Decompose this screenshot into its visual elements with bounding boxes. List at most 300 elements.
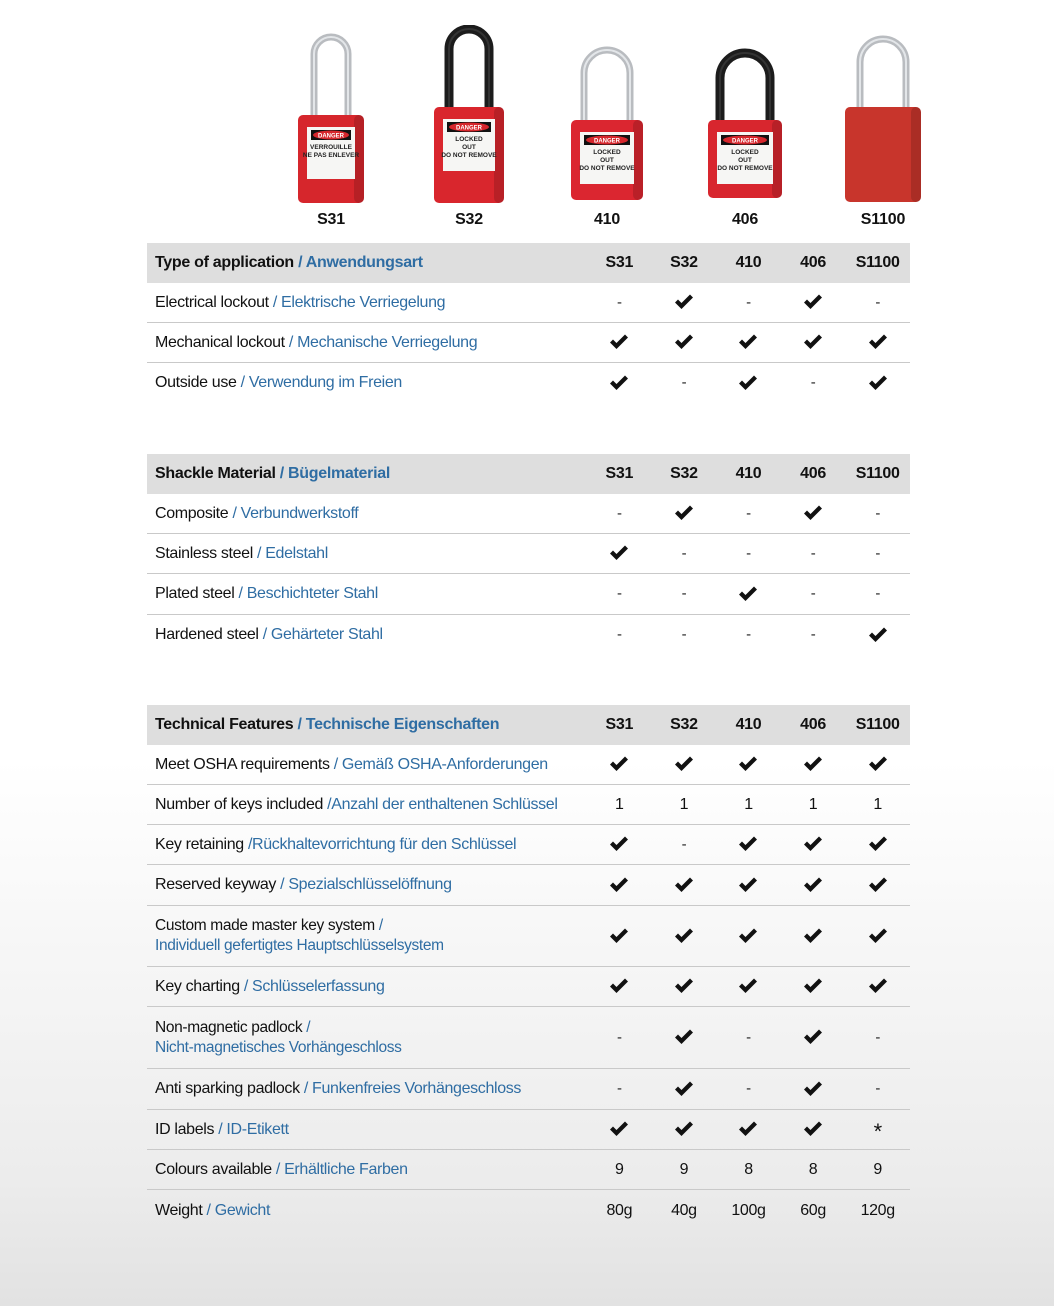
dash-value: - xyxy=(875,504,880,522)
checkmark-icon xyxy=(673,293,695,311)
table-header xyxy=(147,454,910,494)
value-cell xyxy=(781,755,846,773)
value-cell xyxy=(781,876,846,894)
value-cell xyxy=(716,796,781,814)
padlock-label-text: OUT xyxy=(600,157,614,164)
table-row xyxy=(147,1110,910,1150)
row-label xyxy=(147,1018,587,1058)
checkmark-icon xyxy=(737,755,759,773)
row-label-de: / Spezialschlüsselöffnung xyxy=(280,876,452,893)
value-cell xyxy=(652,876,717,894)
value-cell xyxy=(845,1029,910,1047)
checkmark-icon xyxy=(737,835,759,853)
row-label-de: Nicht-magnetisches Vorhängeschloss xyxy=(155,1038,402,1056)
row-label-en: Reserved keyway xyxy=(155,876,277,893)
row-label-de: / Verbundwerkstoff xyxy=(232,504,359,522)
dash-value: - xyxy=(681,544,687,562)
value-cell xyxy=(587,1161,652,1179)
value-cell xyxy=(781,977,846,995)
column-header: S32 xyxy=(670,465,698,482)
value-cell xyxy=(845,927,910,945)
padlock-label-text: OUT xyxy=(462,144,476,151)
row-label-en: Non-magnetic padlock xyxy=(155,1018,303,1036)
dash-value: - xyxy=(616,504,622,522)
checkmark-icon xyxy=(867,876,889,894)
value-cell xyxy=(587,876,652,894)
padlock-label-text: DANGER xyxy=(455,125,483,132)
value-cell xyxy=(845,977,910,995)
column-header: S32 xyxy=(670,716,698,733)
value-cell xyxy=(781,1202,846,1220)
product-name: S32 xyxy=(455,211,483,228)
text-value: 9 xyxy=(679,1160,689,1178)
row-label-en: Meet OSHA requirements xyxy=(155,755,330,773)
table-title xyxy=(147,716,587,734)
checkmark-icon xyxy=(673,977,695,995)
table-row xyxy=(147,906,910,967)
table-title-en: Type of application xyxy=(155,254,294,271)
table-title-en: Technical Features xyxy=(155,716,294,733)
value-cell xyxy=(845,626,910,644)
checkmark-icon xyxy=(673,1120,695,1138)
row-label-de: / Gemäß OSHA-Anforderungen xyxy=(333,755,548,773)
table-row xyxy=(147,1150,910,1190)
value-cell xyxy=(652,504,717,522)
checkmark-icon xyxy=(867,626,889,644)
dash-value: - xyxy=(681,585,687,602)
column-header: S31 xyxy=(605,465,634,482)
row-label-de: / Edelstahl xyxy=(257,544,328,562)
value-cell xyxy=(652,836,717,854)
row-label-en: Key charting xyxy=(155,977,240,995)
row-label-de: / Schlüsselerfassung xyxy=(243,977,385,995)
table-row xyxy=(147,283,910,323)
value-cell xyxy=(652,927,717,945)
dash-value: - xyxy=(875,293,880,311)
column-header: 406 xyxy=(800,716,826,733)
dash-value: - xyxy=(875,544,880,562)
row-label xyxy=(147,333,587,353)
text-value: 9 xyxy=(615,1160,624,1178)
value-cell xyxy=(716,626,781,644)
column-header: 406 xyxy=(800,465,826,482)
checkmark-icon xyxy=(802,333,824,351)
checkmark-icon xyxy=(867,374,889,392)
value-cell xyxy=(652,1202,717,1220)
dash-value: - xyxy=(616,585,622,602)
value-cell xyxy=(652,977,717,995)
row-label-de: / Erhältliche Farben xyxy=(275,1160,408,1178)
value-cell xyxy=(652,293,717,311)
table-title-de: / Bügelmaterial xyxy=(279,465,390,482)
padlock-label-text: DANGER xyxy=(317,133,345,140)
value-cell xyxy=(845,545,910,563)
row-label-en: Custom made master key system xyxy=(155,917,375,934)
padlock-label-text: LOCKED xyxy=(593,149,621,156)
value-cell xyxy=(845,835,910,853)
row-label-en: Key retaining xyxy=(155,835,244,853)
checkmark-icon xyxy=(737,876,759,894)
value-cell xyxy=(652,585,717,603)
checkmark-icon xyxy=(737,977,759,995)
value-cell xyxy=(781,835,846,853)
dash-value: - xyxy=(746,544,751,562)
value-cell xyxy=(781,333,846,351)
value-cell xyxy=(845,1080,910,1098)
column-header: 410 xyxy=(735,254,762,271)
checkmark-icon xyxy=(608,927,630,945)
column-header: S1100 xyxy=(855,254,900,271)
row-label-de: / Beschichteter Stahl xyxy=(238,585,378,602)
value-cell xyxy=(716,545,781,563)
text-value: 60g xyxy=(800,1201,826,1219)
column-header: 410 xyxy=(735,465,762,482)
dash-value: - xyxy=(681,626,687,643)
checkmark-icon xyxy=(737,333,759,351)
padlock-label-text: LOCKED xyxy=(455,136,483,143)
checkmark-icon xyxy=(737,1120,759,1138)
row-label-de: / Verwendung im Freien xyxy=(240,374,402,391)
checkmark-icon xyxy=(802,504,824,522)
padlock-label-text: VERROUILLE xyxy=(310,144,352,151)
row-label xyxy=(147,1160,587,1180)
dash-value: - xyxy=(681,374,687,391)
column-header: S32 xyxy=(670,254,698,271)
value-cell xyxy=(716,333,781,351)
checkmark-icon xyxy=(673,755,695,773)
value-cell xyxy=(652,1080,717,1098)
checkmark-icon xyxy=(737,585,759,603)
padlock-image-s32 xyxy=(409,25,529,205)
dash-value: - xyxy=(681,835,687,853)
text-value: 1 xyxy=(873,795,882,813)
checkmark-icon xyxy=(608,374,630,392)
value-cell xyxy=(781,1080,846,1098)
value-cell xyxy=(652,796,717,814)
table-row xyxy=(147,825,910,865)
product-410 xyxy=(547,25,667,240)
row-label-de: /Anzahl der enthaltenen Schlüssel xyxy=(327,795,558,813)
value-cell xyxy=(652,1161,717,1179)
padlock-label-text: DANGER xyxy=(731,138,759,145)
checkmark-icon xyxy=(673,504,695,522)
value-cell xyxy=(716,876,781,894)
checkmark-icon xyxy=(608,1120,630,1138)
value-cell xyxy=(652,1028,717,1046)
table-row xyxy=(147,615,910,655)
value-cell xyxy=(716,977,781,995)
value-cell xyxy=(652,545,717,563)
dash-value: - xyxy=(810,544,816,562)
checkmark-icon xyxy=(802,1080,824,1098)
checkmark-icon xyxy=(608,977,630,995)
row-label-en: Mechanical lockout xyxy=(155,333,285,351)
comparison-table-1 xyxy=(147,243,910,403)
value-cell xyxy=(587,1120,652,1138)
table-row xyxy=(147,363,910,403)
value-cell xyxy=(781,1028,846,1046)
value-cell xyxy=(845,755,910,773)
table-title-de: / Technische Eigenschaften xyxy=(297,716,500,733)
value-cell xyxy=(781,585,846,603)
checkmark-icon xyxy=(802,876,824,894)
checkmark-icon xyxy=(802,293,824,311)
text-value: 120g xyxy=(860,1201,895,1219)
padlock-icon xyxy=(409,25,529,205)
text-value: 100g xyxy=(731,1201,766,1219)
value-cell xyxy=(587,1202,652,1220)
table-row xyxy=(147,785,910,825)
row-label-separator: / xyxy=(306,1018,311,1036)
checkmark-icon xyxy=(673,333,695,351)
padlock-label-text: OUT xyxy=(738,157,752,164)
text-value: 1 xyxy=(615,795,624,813)
dash-value: - xyxy=(875,1080,880,1097)
table-row xyxy=(147,745,910,785)
value-cell xyxy=(781,545,846,563)
value-cell xyxy=(716,374,781,392)
column-header: 406 xyxy=(800,254,826,271)
column-header: S31 xyxy=(605,716,634,733)
product-name: S1100 xyxy=(860,211,906,228)
value-cell xyxy=(716,835,781,853)
table-row xyxy=(147,967,910,1007)
row-label xyxy=(147,544,587,564)
value-cell xyxy=(587,294,652,312)
value-cell xyxy=(716,1029,781,1047)
product-name: 406 xyxy=(731,211,759,228)
dash-value: - xyxy=(616,1080,622,1097)
table-header xyxy=(147,243,910,283)
checkmark-icon xyxy=(737,374,759,392)
checkmark-icon xyxy=(867,835,889,853)
value-cell xyxy=(716,585,781,603)
checkmark-icon xyxy=(608,755,630,773)
checkmark-icon xyxy=(673,1028,695,1046)
row-label xyxy=(147,835,587,855)
value-cell xyxy=(587,544,652,562)
value-cell xyxy=(845,333,910,351)
table-row xyxy=(147,1007,910,1069)
value-cell xyxy=(781,626,846,644)
value-cell xyxy=(716,1161,781,1179)
padlock-label-text: LOCKED xyxy=(731,149,759,156)
dash-value: - xyxy=(810,626,816,643)
row-label xyxy=(147,504,587,524)
dash-value: - xyxy=(875,585,880,602)
row-label-en: Colours available xyxy=(155,1160,272,1178)
value-cell xyxy=(587,333,652,351)
column-header: 410 xyxy=(735,716,762,733)
value-cell xyxy=(845,1202,910,1220)
text-value: 9 xyxy=(873,1160,882,1178)
comparison-table-3 xyxy=(147,705,910,1231)
checkmark-icon xyxy=(673,1080,695,1098)
row-label-de: /Rückhaltevorrichtung für den Schlüssel xyxy=(247,835,517,853)
dash-value: - xyxy=(616,293,622,311)
dash-value: - xyxy=(746,293,751,311)
product-406 xyxy=(685,25,805,240)
row-label-en: Composite xyxy=(155,504,229,522)
dash-value: - xyxy=(746,626,751,643)
checkmark-icon xyxy=(802,977,824,995)
checkmark-icon xyxy=(673,927,695,945)
row-label-de: / Mechanische Verriegelung xyxy=(288,333,478,351)
padlock-icon xyxy=(271,25,391,205)
text-value: 1 xyxy=(744,795,753,813)
padlock-icon xyxy=(823,25,943,205)
product-s31 xyxy=(271,25,391,240)
value-cell xyxy=(845,1118,910,1144)
value-cell xyxy=(652,374,717,392)
padlock-label-text: DANGER xyxy=(593,138,621,145)
row-label-en: Hardened steel xyxy=(155,626,259,643)
value-cell xyxy=(716,755,781,773)
padlock-label-text: NE PAS ENLEVER xyxy=(302,152,360,159)
text-value: 8 xyxy=(744,1160,753,1178)
row-label xyxy=(147,755,587,775)
dash-value: - xyxy=(746,1080,751,1097)
value-cell xyxy=(781,1120,846,1138)
table-title-de: / Anwendungsart xyxy=(298,254,423,271)
value-cell xyxy=(781,796,846,814)
value-cell xyxy=(845,1161,910,1179)
value-cell xyxy=(716,927,781,945)
value-cell xyxy=(716,505,781,523)
dash-value: - xyxy=(810,585,816,602)
value-cell xyxy=(587,374,652,392)
row-label-de: / Gewicht xyxy=(206,1201,271,1219)
product-name: S31 xyxy=(317,211,345,228)
text-value: 1 xyxy=(679,795,689,813)
checkmark-icon xyxy=(802,835,824,853)
dash-value: - xyxy=(810,374,816,391)
value-cell xyxy=(652,626,717,644)
checkmark-icon xyxy=(608,544,630,562)
dash-value: - xyxy=(616,626,622,643)
checkmark-icon xyxy=(802,1120,824,1138)
checkmark-icon xyxy=(867,333,889,351)
value-cell xyxy=(587,755,652,773)
row-label-separator: / xyxy=(378,917,383,934)
row-label-en: ID labels xyxy=(155,1120,215,1138)
row-label xyxy=(147,1120,587,1140)
table-header xyxy=(147,705,910,745)
product-s1100 xyxy=(823,25,943,240)
product-name: 410 xyxy=(593,211,621,228)
value-cell xyxy=(716,294,781,312)
row-label xyxy=(147,293,587,313)
padlock-image-406 xyxy=(685,25,805,205)
row-label xyxy=(147,875,587,895)
asterisk-value: * xyxy=(873,1118,882,1144)
value-cell xyxy=(587,505,652,523)
column-header: S1100 xyxy=(855,716,900,733)
value-cell xyxy=(652,1120,717,1138)
row-label-en: Electrical lockout xyxy=(155,293,269,311)
value-cell xyxy=(781,374,846,392)
padlock-image-s1100 xyxy=(823,25,943,205)
value-cell xyxy=(781,927,846,945)
value-cell xyxy=(587,835,652,853)
row-label xyxy=(147,1079,587,1099)
checkmark-icon xyxy=(737,927,759,945)
checkmark-icon xyxy=(867,977,889,995)
checkmark-icon xyxy=(608,333,630,351)
dash-value: - xyxy=(875,1028,880,1046)
value-cell xyxy=(652,333,717,351)
dash-value: - xyxy=(616,1028,622,1046)
column-header: S31 xyxy=(605,254,634,271)
value-cell xyxy=(652,755,717,773)
table-row xyxy=(147,1069,910,1110)
dash-value: - xyxy=(746,504,751,522)
table-title xyxy=(147,465,587,483)
text-value: 1 xyxy=(808,795,818,813)
row-label-en: Plated steel xyxy=(155,585,235,602)
checkmark-icon xyxy=(802,755,824,773)
checkmark-icon xyxy=(867,755,889,773)
value-cell xyxy=(845,374,910,392)
value-cell xyxy=(587,626,652,644)
row-label-en: Stainless steel xyxy=(155,544,253,562)
text-value: 40g xyxy=(671,1201,697,1219)
padlock-body xyxy=(845,107,921,202)
value-cell xyxy=(781,504,846,522)
table-row xyxy=(147,323,910,363)
comparison-table-2 xyxy=(147,454,910,655)
table-row xyxy=(147,574,910,615)
product-images-row xyxy=(0,0,1054,240)
text-value: 80g xyxy=(606,1201,633,1219)
table-row xyxy=(147,1190,910,1231)
value-cell xyxy=(845,796,910,814)
value-cell xyxy=(587,1029,652,1047)
value-cell xyxy=(587,977,652,995)
checkmark-icon xyxy=(867,927,889,945)
checkmark-icon xyxy=(608,876,630,894)
checkmark-icon xyxy=(608,835,630,853)
value-cell xyxy=(716,1120,781,1138)
row-label-de: / Elektrische Verriegelung xyxy=(272,293,446,311)
row-label xyxy=(147,373,587,393)
table-row xyxy=(147,534,910,574)
checkmark-icon xyxy=(673,876,695,894)
row-label-en: Outside use xyxy=(155,374,237,391)
table-row xyxy=(147,865,910,906)
padlock-label-text: DO NOT REMOVE xyxy=(441,152,497,159)
value-cell xyxy=(845,876,910,894)
table-title xyxy=(147,254,587,272)
value-cell xyxy=(587,1080,652,1098)
row-label xyxy=(147,625,587,645)
row-label-en: Weight xyxy=(155,1201,203,1219)
row-label xyxy=(147,795,587,815)
value-cell xyxy=(845,505,910,523)
table-title-en: Shackle Material xyxy=(155,465,276,482)
row-label-en: Number of keys included xyxy=(155,795,324,813)
value-cell xyxy=(845,294,910,312)
checkmark-icon xyxy=(802,927,824,945)
value-cell xyxy=(716,1080,781,1098)
column-header: S1100 xyxy=(855,465,900,482)
value-cell xyxy=(781,293,846,311)
row-label-de: / Funkenfreies Vorhängeschloss xyxy=(303,1080,522,1097)
table-row xyxy=(147,494,910,534)
value-cell xyxy=(587,585,652,603)
row-label xyxy=(147,1201,587,1221)
row-label xyxy=(147,584,587,604)
